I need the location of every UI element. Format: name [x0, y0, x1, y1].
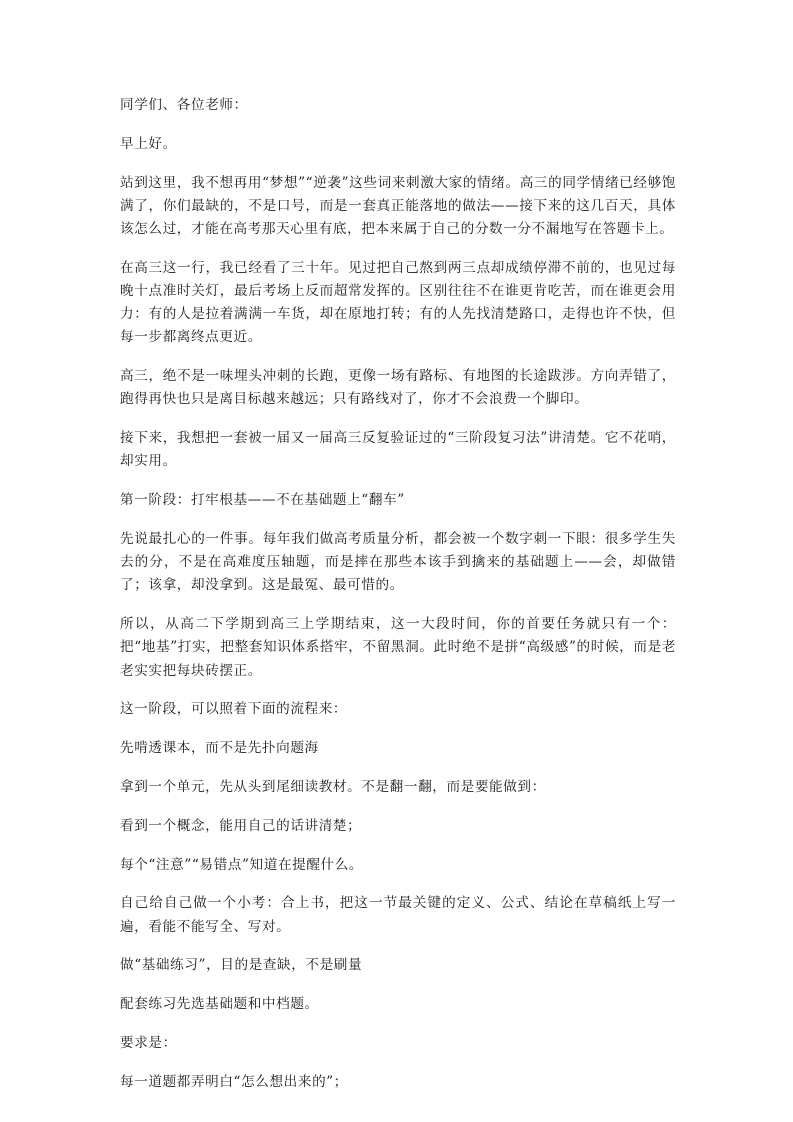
- paragraph-experience: 在高三这一行，我已经看了三十年。见过把自己熬到两三点却成绩停滞不前的，也见过每晚十点准时关灯，最后考场上反而超常发挥的。区别往往不在谁更肯吃苦，而在谁更会用力：有的人是拉着满满一车货，却在原地打转；有的人先找清楚路口，走得也许不快，但每一步都离终点更近。: [120, 259, 676, 346]
- paragraph-requirements: 要求是：: [120, 1034, 177, 1051]
- list-item-understand: 每一道题都弄明白“怎么想出来的”；: [120, 1073, 349, 1090]
- paragraph-process-intro: 这一阶段，可以照着下面的流程来：: [120, 701, 348, 718]
- paragraph-read-textbook: 拿到一个单元，先从头到尾细读教材。不是翻一翻，而是要能做到：: [120, 779, 546, 795]
- list-item-notes: 每个“注意”“易错点”知道在提醒什么。: [120, 856, 364, 873]
- paragraph-task: 所以，从高二下学期到高三上学期结束，这一大段时间，你的首要任务就只有一个：把“地基”打实，把整套知识体系搭牢，不留黑洞。此时绝不是拼“高级感”的时候，而是老老实实把每块砖摆正。: [120, 616, 676, 679]
- paragraph-intro: 站到这里，我不想再用“梦想”“逆袭”这些词来刺激大家的情绪。高三的同学情绪已经够饱满了，你们最缺的，不是口号，而是一套真正能落地的做法——接下来的这几百天，具体该怎么过，才能在高考那天心里有底，把本来属于自己的分数一分不漏地写在答题卡上。: [120, 174, 676, 237]
- paragraph-analysis: 先说最扎心的一件事。每年我们做高考质量分析，都会被一个数字刺一下眼：很多学生失去的分，不是在高难度压轴题，而是摔在那些本该手到擒来的基础题上——会，却做错了；该拿，却没拿到。这是最冤、最可惜的。: [120, 531, 677, 594]
- paragraph-metaphor: 高三，绝不是一味埋头冲刺的长跑，更像一场有路标、有地图的长途跋涉。方向弄错了，跑得再快也只是离目标越来越远；只有路线对了，你才不会浪费一个脚印。: [120, 368, 676, 408]
- document-page: [120, 94, 676, 1110]
- paragraph-practice-selection: 配套练习先选基础题和中档题。: [120, 996, 319, 1013]
- step-heading-textbook: 先啃透课本，而不是先扑向题海: [120, 740, 319, 757]
- greeting: 同学们、各位老师：: [120, 97, 248, 113]
- paragraph-method-intro: 接下来，我想把一套被一届又一届高三反复验证过的“三阶段复习法”讲清楚。它不花哨，却实用。: [120, 430, 676, 470]
- paragraph-self-test: 自己给自己做一个小考：合上书，把这一节最关键的定义、公式、结论在草稿纸上写一遍，看能不能写全、写对。: [120, 895, 676, 935]
- salutation: 早上好。: [120, 135, 177, 152]
- section-heading-stage-one: 第一阶段：打牢根基——不在基础题上“翻车”: [120, 492, 405, 509]
- step-heading-practice: 做“基础练习”，目的是查缺，不是刷量: [120, 957, 363, 974]
- list-item-concept: 看到一个概念，能用自己的话讲清楚；: [120, 817, 362, 834]
